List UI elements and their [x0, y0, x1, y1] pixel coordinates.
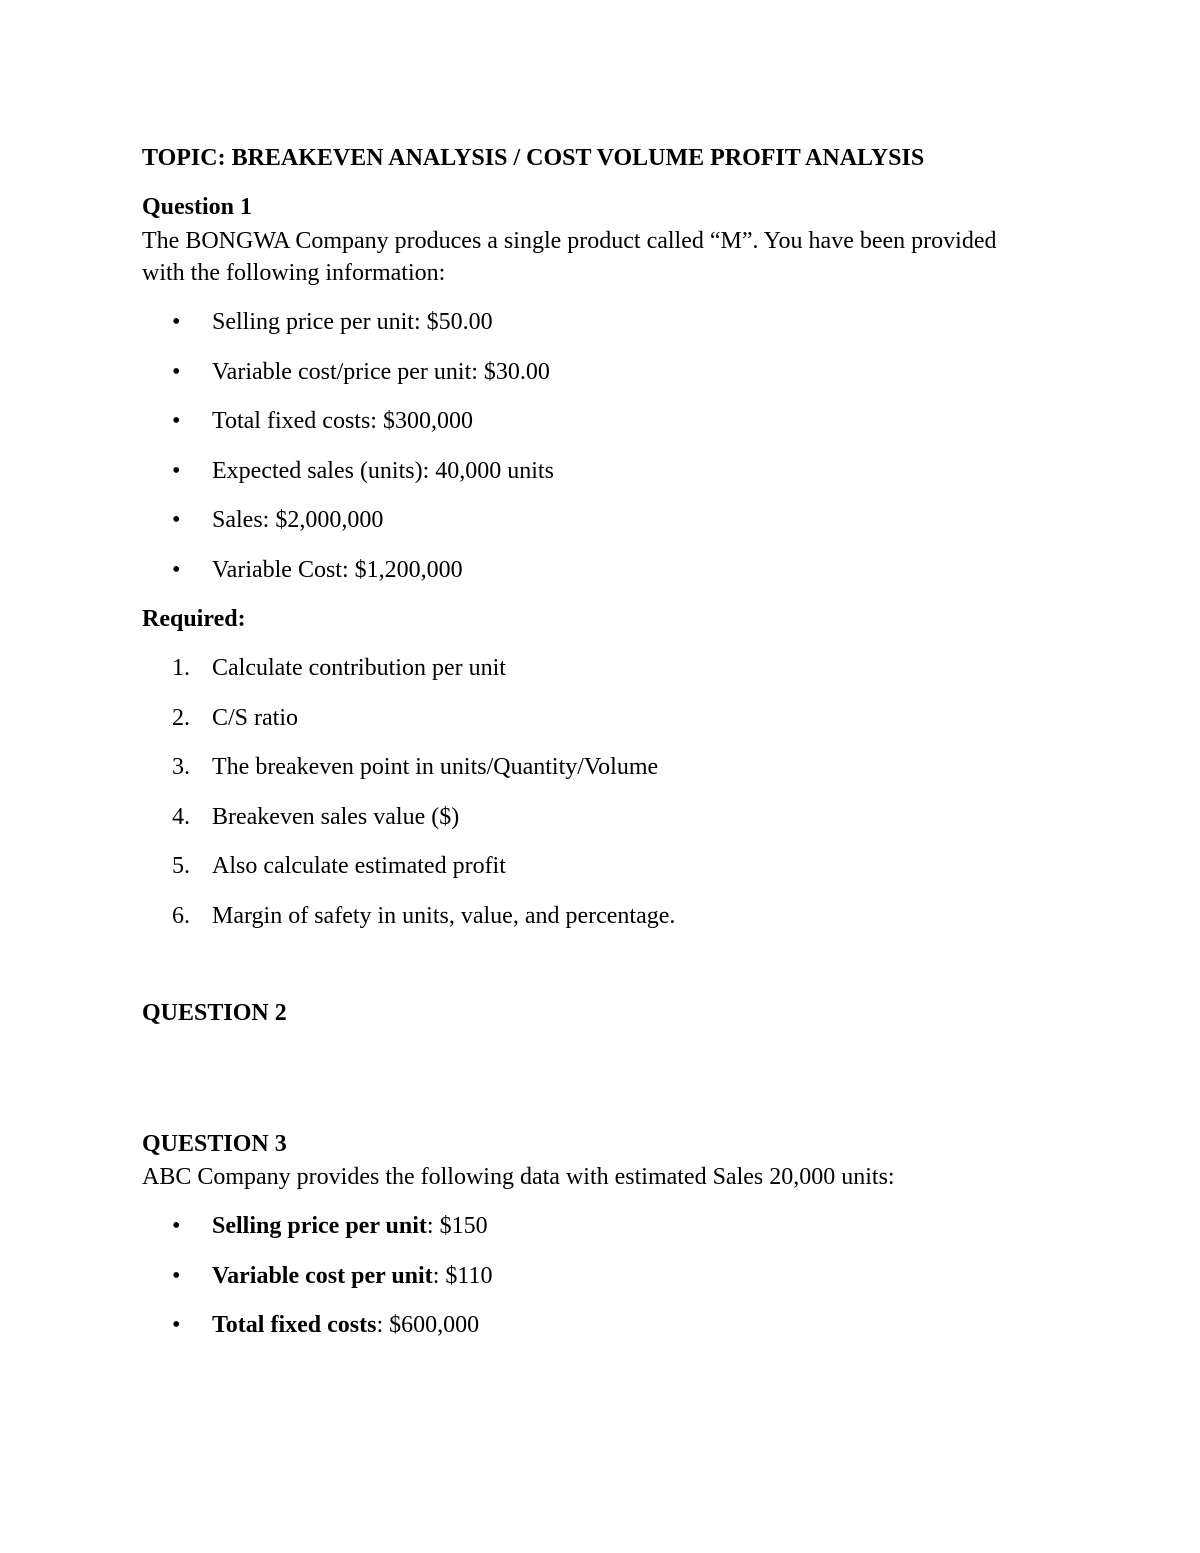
question-1-intro-cont: with the following information: — [142, 260, 446, 286]
item-value: : $600,000 — [376, 1312, 480, 1338]
bullet-icon: • — [172, 1312, 181, 1338]
list-item: The breakeven point in units/Quantity/Volume — [212, 754, 659, 780]
list-item: Also calculate estimated profit — [212, 853, 506, 879]
list-item — [212, 1262, 492, 1290]
item-label: Total fixed costs — [212, 1312, 377, 1338]
question-2-heading: QUESTION 2 — [142, 1000, 287, 1026]
list-item: Variable Cost: $1,200,000 — [212, 557, 463, 583]
list-number: 1. — [172, 655, 190, 681]
list-item: Total fixed costs: $300,000 — [212, 408, 473, 434]
list-item: C/S ratio — [212, 705, 299, 731]
list-item: Variable cost/price per unit: $30.00 — [212, 359, 550, 385]
list-number: 2. — [172, 705, 190, 731]
list-item: Margin of safety in units, value, and percentage. — [212, 903, 676, 929]
list-number: 5. — [172, 853, 190, 879]
item-label: Variable cost per unit — [212, 1263, 433, 1289]
question-1-intro: The BONGWA Company produces a single product called “M”. You have been provided — [142, 228, 997, 254]
list-number: 4. — [172, 804, 190, 830]
item-value: : $110 — [432, 1263, 493, 1289]
list-item: Sales: $2,000,000 — [212, 507, 384, 533]
list-number: 6. — [172, 903, 190, 929]
bullet-icon: • — [172, 359, 181, 385]
list-item: Breakeven sales value ($) — [212, 804, 460, 830]
bullet-icon: • — [172, 458, 181, 484]
question-3-heading: QUESTION 3 — [142, 1131, 287, 1157]
list-item: Calculate contribution per unit — [212, 655, 506, 681]
bullet-icon: • — [172, 1263, 181, 1289]
bullet-icon: • — [172, 1213, 181, 1239]
bullet-icon: • — [172, 557, 181, 583]
item-label: Selling price per unit — [212, 1213, 427, 1239]
document-title: TOPIC: BREAKEVEN ANALYSIS / COST VOLUME PROFIT ANALYSIS — [142, 145, 925, 171]
bullet-icon: • — [172, 309, 181, 335]
question-1-heading: Question 1 — [142, 194, 253, 220]
list-number: 3. — [172, 754, 190, 780]
question-3-intro: ABC Company provides the following data with estimated Sales 20,000 units: — [142, 1164, 895, 1190]
list-item: Selling price per unit: $50.00 — [212, 309, 493, 335]
item-value: : $150 — [426, 1213, 488, 1239]
list-item — [212, 1311, 479, 1339]
required-heading: Required: — [142, 606, 246, 632]
bullet-icon: • — [172, 408, 181, 434]
list-item — [212, 1212, 488, 1240]
bullet-icon: • — [172, 507, 181, 533]
list-item: Expected sales (units): 40,000 units — [212, 458, 554, 484]
